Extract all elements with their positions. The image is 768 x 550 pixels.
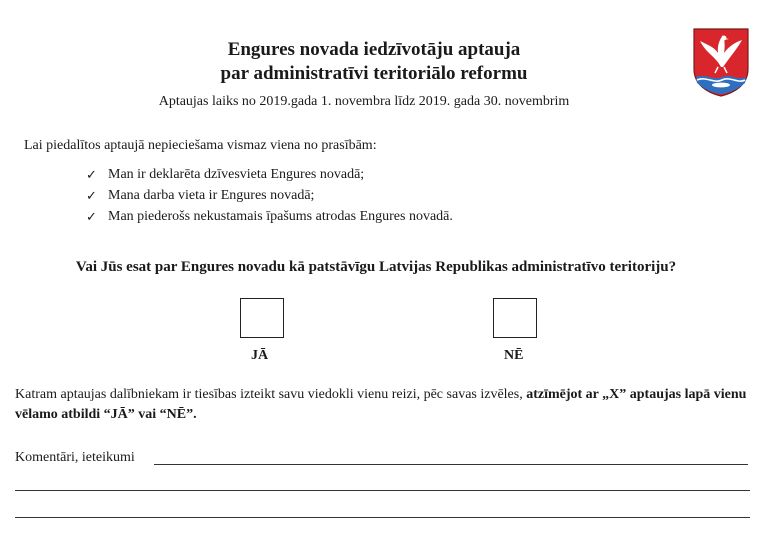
comment-line[interactable] [15, 517, 750, 518]
list-item [86, 164, 453, 185]
requirement-text: Mana darba vieta ir Engures novadā; [108, 188, 315, 203]
list-item [86, 185, 453, 206]
comment-line[interactable] [154, 464, 748, 465]
survey-title-line1: Engures novada iedzīvotāju aptauja [227, 39, 521, 60]
instruction-part1: Katram aptaujas dalībniekam ir tiesības izteikt savu viedokli vienu reizi, pēc savas izvēles, [15, 387, 527, 402]
no-label: NĒ [504, 348, 524, 363]
comment-line[interactable] [15, 490, 750, 491]
yes-label: JĀ [251, 348, 269, 363]
instruction-emphasis: atzīmējot ar „X” aptaujas lapā vienu vēlamo atbildi “JĀ” vai “NĒ”. [15, 387, 747, 422]
checkmark-icon: ✓ [86, 167, 97, 182]
requirement-text: Man ir deklarēta dzīvesvieta Engures novadā; [108, 167, 365, 182]
comments-label: Komentāri, ieteikumi [15, 450, 135, 465]
list-item [86, 206, 453, 227]
checkmark-icon: ✓ [86, 209, 97, 224]
instruction-text [15, 385, 755, 425]
requirements-list [86, 164, 453, 227]
yes-checkbox[interactable] [240, 298, 284, 338]
no-checkbox[interactable] [493, 298, 537, 338]
engure-coat-of-arms-icon [692, 27, 750, 97]
survey-period: Aptaujas laiks no 2019.gada 1. novembra līdz 2019. gada 30. novembrim [158, 94, 570, 109]
survey-question: Vai Jūs esat par Engures novadu kā patstāvīgu Latvijas Republikas administratīvo teritoriju? [75, 259, 677, 275]
survey-title-line2: par administratīvi teritoriālo reformu [220, 63, 528, 84]
checkmark-icon: ✓ [86, 188, 97, 203]
requirements-intro: Lai piedalītos aptaujā nepieciešama vismaz viena no prasībām: [24, 138, 377, 153]
requirement-text: Man piederošs nekustamais īpašums atrodas Engures novadā. [108, 209, 453, 224]
